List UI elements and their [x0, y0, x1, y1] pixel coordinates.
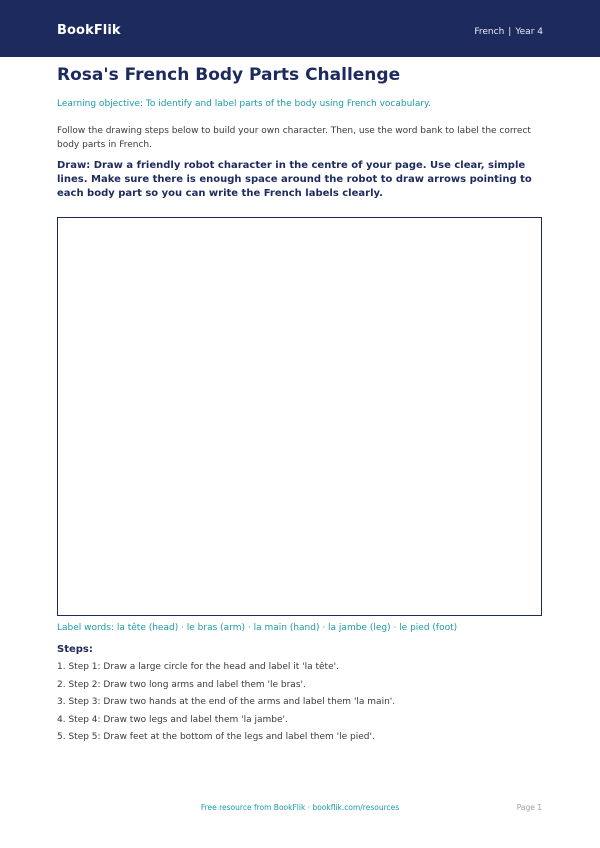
learning-objective: Learning objective: To identify and label parts of the body using French vocabulary. — [57, 99, 431, 109]
word-bank: Label words: la tête (head) · le bras (arm) · la main (hand) · la jambe (leg) · le pied (foot) — [57, 623, 458, 633]
steps-heading: Steps: — [57, 644, 93, 655]
brand-logo-text: BookFlik — [57, 23, 121, 38]
page-header — [0, 0, 600, 57]
draw-instruction: Draw: Draw a friendly robot character in the centre of your page. Use clear, simple lines. Make sure there is enough space around the robot to draw arrows pointing to each body part so you can write the French labels clearly. — [57, 160, 532, 199]
step-item: 2. Step 2: Draw two long arms and label them 'le bras'. — [57, 679, 306, 690]
drawing-area[interactable] — [57, 217, 542, 616]
steps-list — [57, 661, 395, 749]
step-item: 4. Step 4: Draw two legs and label them 'la jambe'. — [57, 714, 288, 725]
page-number: Page 1 — [516, 803, 542, 812]
subject-label: French — [474, 27, 505, 37]
page-title: Rosa's French Body Parts Challenge — [57, 65, 401, 85]
footer-credit: Free resource from BookFlik · bookflik.com/resources — [200, 803, 400, 812]
intro-paragraph: Follow the drawing steps below to build your own character. Then, use the word bank to label the correct body parts in French. — [57, 126, 531, 150]
header-meta — [474, 27, 543, 37]
step-item: 1. Step 1: Draw a large circle for the head and label it 'la tête'. — [57, 662, 339, 672]
header-separator: | — [508, 27, 512, 37]
step-item: 5. Step 5: Draw feet at the bottom of the legs and label them 'le pied'. — [57, 732, 375, 742]
step-item: 3. Step 3: Draw two hands at the end of the arms and label them 'la main'. — [57, 697, 396, 707]
year-label: Year 4 — [515, 27, 543, 37]
